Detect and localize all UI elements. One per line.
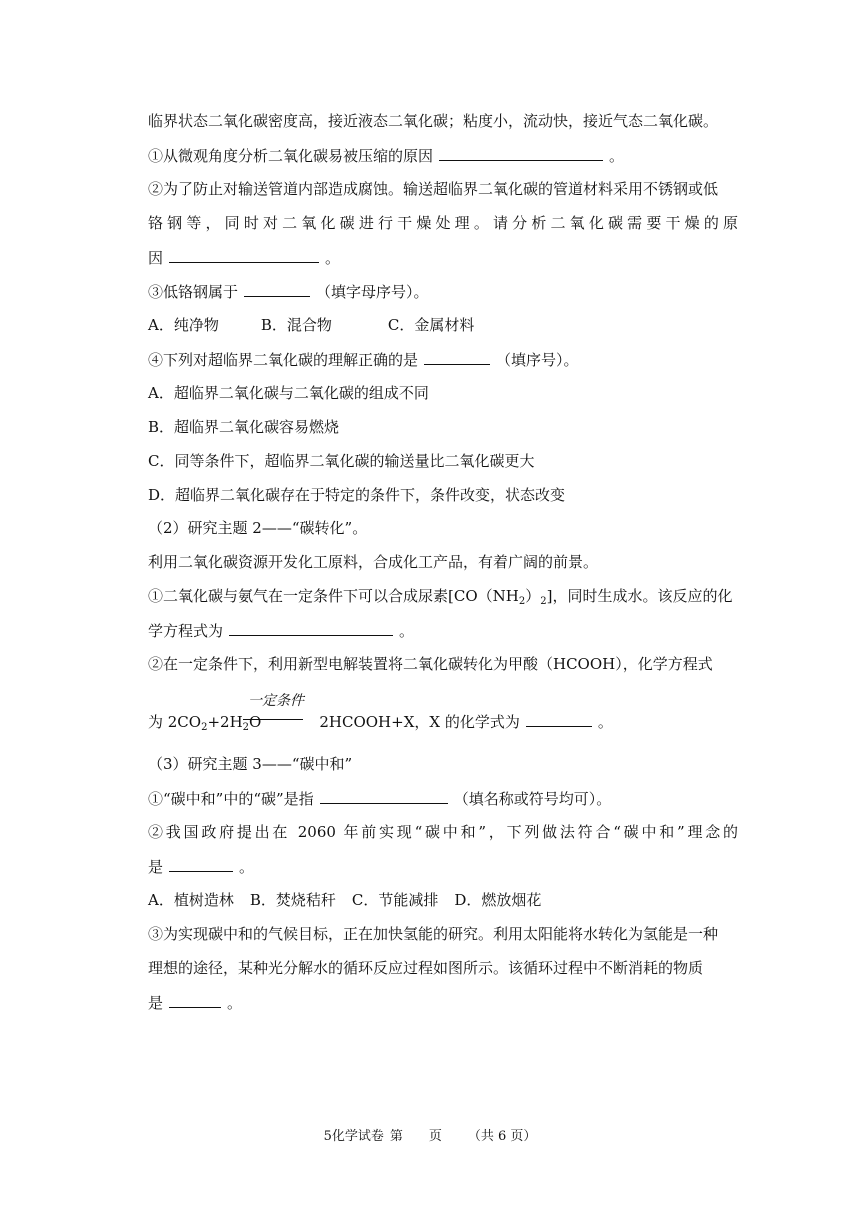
section-heading-2: （2）研究主题 2——“碳转化”。 xyxy=(148,519,368,537)
text-line-3: ②为了防止对输送管道内部造成腐蚀。输送超临界二氧化碳的管道材料采用不锈钢或低 xyxy=(148,180,719,198)
question-text: 是 xyxy=(148,994,164,1012)
option-d: D．燃放烟花 xyxy=(454,891,542,909)
punct: 。 xyxy=(609,147,625,165)
question-line-formic xyxy=(148,711,738,738)
option-d-line: D．超临界二氧化碳存在于特定的条件下，条件改变，状态改变 xyxy=(148,486,566,504)
text-part: ]，同时生成水。该反应的化 xyxy=(546,587,733,605)
options-line-1 xyxy=(148,315,738,335)
reaction-condition-label: 一定条件 xyxy=(248,693,304,709)
question-line-understand xyxy=(148,349,738,370)
subscript: 2 xyxy=(518,596,526,607)
answer-blank[interactable] xyxy=(169,856,233,872)
section-heading-3: （3）研究主题 3——“碳中和” xyxy=(148,755,353,773)
answer-blank[interactable] xyxy=(424,349,490,365)
text-part: +2H xyxy=(207,713,243,731)
text-part: 2HCOOH+X，X 的化学式为 xyxy=(319,713,520,731)
question-text: ①“碳中和”中的“碳”是指 xyxy=(148,790,314,808)
answer-blank[interactable] xyxy=(169,247,319,263)
options-line-2 xyxy=(148,890,738,910)
text-part: 为 2CO xyxy=(148,713,202,731)
text-line-17: ②在一定条件下，利用新型电解装置将二氧化碳转化为甲酸（HCOOH），化学方程式 xyxy=(148,655,713,673)
page-number: 5 xyxy=(323,1129,332,1144)
text-part: O xyxy=(249,713,262,731)
text-line-4: 铬钢等，同时对二氧化碳进行干燥处理。请分析二氧化碳需要干燥的原 xyxy=(148,214,738,232)
option-b: B．焚烧秸秆 xyxy=(249,891,336,909)
option-a: A．纯净物 xyxy=(148,316,219,334)
text-line-1: 临界状态二氧化碳密度高，接近液态二氧化碳；粘度小，流动快，接近气态二氧化碳。 xyxy=(148,112,719,130)
footer-di: 第 xyxy=(389,1129,403,1144)
footer-ye: 页 xyxy=(428,1129,442,1144)
answer-blank[interactable] xyxy=(320,788,448,804)
text-part: ①二氧化碳与氨气在一定条件下可以合成尿素[CO（NH xyxy=(148,587,519,605)
question-hint: （填名称或符号均可）。 xyxy=(453,790,612,808)
text-part: ） xyxy=(525,587,541,605)
punct: 。 xyxy=(227,994,243,1012)
option-b: B．混合物 xyxy=(260,316,332,334)
question-line-micro xyxy=(148,145,738,166)
question-line-consumed xyxy=(148,992,738,1013)
question-line-equation xyxy=(148,620,738,641)
answer-blank[interactable] xyxy=(244,281,310,297)
option-a-line: A．超临界二氧化碳与二氧化碳的组成不同 xyxy=(148,384,429,402)
answer-blank[interactable] xyxy=(169,992,221,1008)
option-c: C．金属材料 xyxy=(387,316,475,334)
punct: 。 xyxy=(239,858,255,876)
option-a: A．植树造林 xyxy=(148,891,234,909)
text-line-21: ②我国政府提出在 2060 年前实现“碳中和”，下列做法符合“碳中和”理念的 xyxy=(148,823,738,841)
option-c-line: C．同等条件下，超临界二氧化碳的输送量比二氧化碳更大 xyxy=(148,452,535,470)
question-line-urea xyxy=(148,586,738,612)
text-line-25: 理想的途径，某种光分解水的循环反应过程如图所示。该循环过程中不断消耗的物质 xyxy=(148,959,704,977)
footer-total: （共 6 页） xyxy=(467,1129,537,1144)
punct: 。 xyxy=(597,713,613,731)
punct: 。 xyxy=(325,249,341,267)
answer-blank[interactable] xyxy=(439,145,603,161)
option-b-line: B．超临界二氧化碳容易燃烧 xyxy=(148,418,340,436)
question-hint: （填序号）。 xyxy=(496,351,579,369)
punct: 。 xyxy=(399,622,415,640)
question-text: 学方程式为 xyxy=(148,622,224,640)
question-text: ④下列对超临界二氧化碳的理解正确的是 xyxy=(148,351,419,369)
question-text: 因 xyxy=(148,249,164,267)
subscript: 2 xyxy=(242,722,250,733)
question-line-dry xyxy=(148,247,738,268)
page-footer xyxy=(0,1125,860,1144)
question-text: ①从微观角度分析二氧化碳易被压缩的原因 xyxy=(148,147,434,165)
question-line-practice xyxy=(148,856,738,877)
question-line-carbon xyxy=(148,788,738,809)
answer-blank[interactable] xyxy=(229,620,393,636)
footer-subject: 化学试卷 xyxy=(331,1129,384,1144)
question-text: ③低铬钢属于 xyxy=(148,283,239,301)
subscript: 2 xyxy=(201,722,208,733)
question-text: 是 xyxy=(148,858,164,876)
text-line-24: ③为实现碳中和的气候目标，正在加快氢能的研究。利用太阳能将水转化为氢能是一种 xyxy=(148,925,719,943)
question-line-alloy xyxy=(148,281,738,302)
subscript: 2 xyxy=(540,596,547,607)
option-c: C．节能减排 xyxy=(351,891,439,909)
answer-blank[interactable] xyxy=(526,711,592,727)
text-line-14: 利用二氧化碳资源开发化工原料，合成化工产品，有着广阔的前景。 xyxy=(148,553,599,571)
question-hint: （填字母序号）。 xyxy=(316,283,429,301)
